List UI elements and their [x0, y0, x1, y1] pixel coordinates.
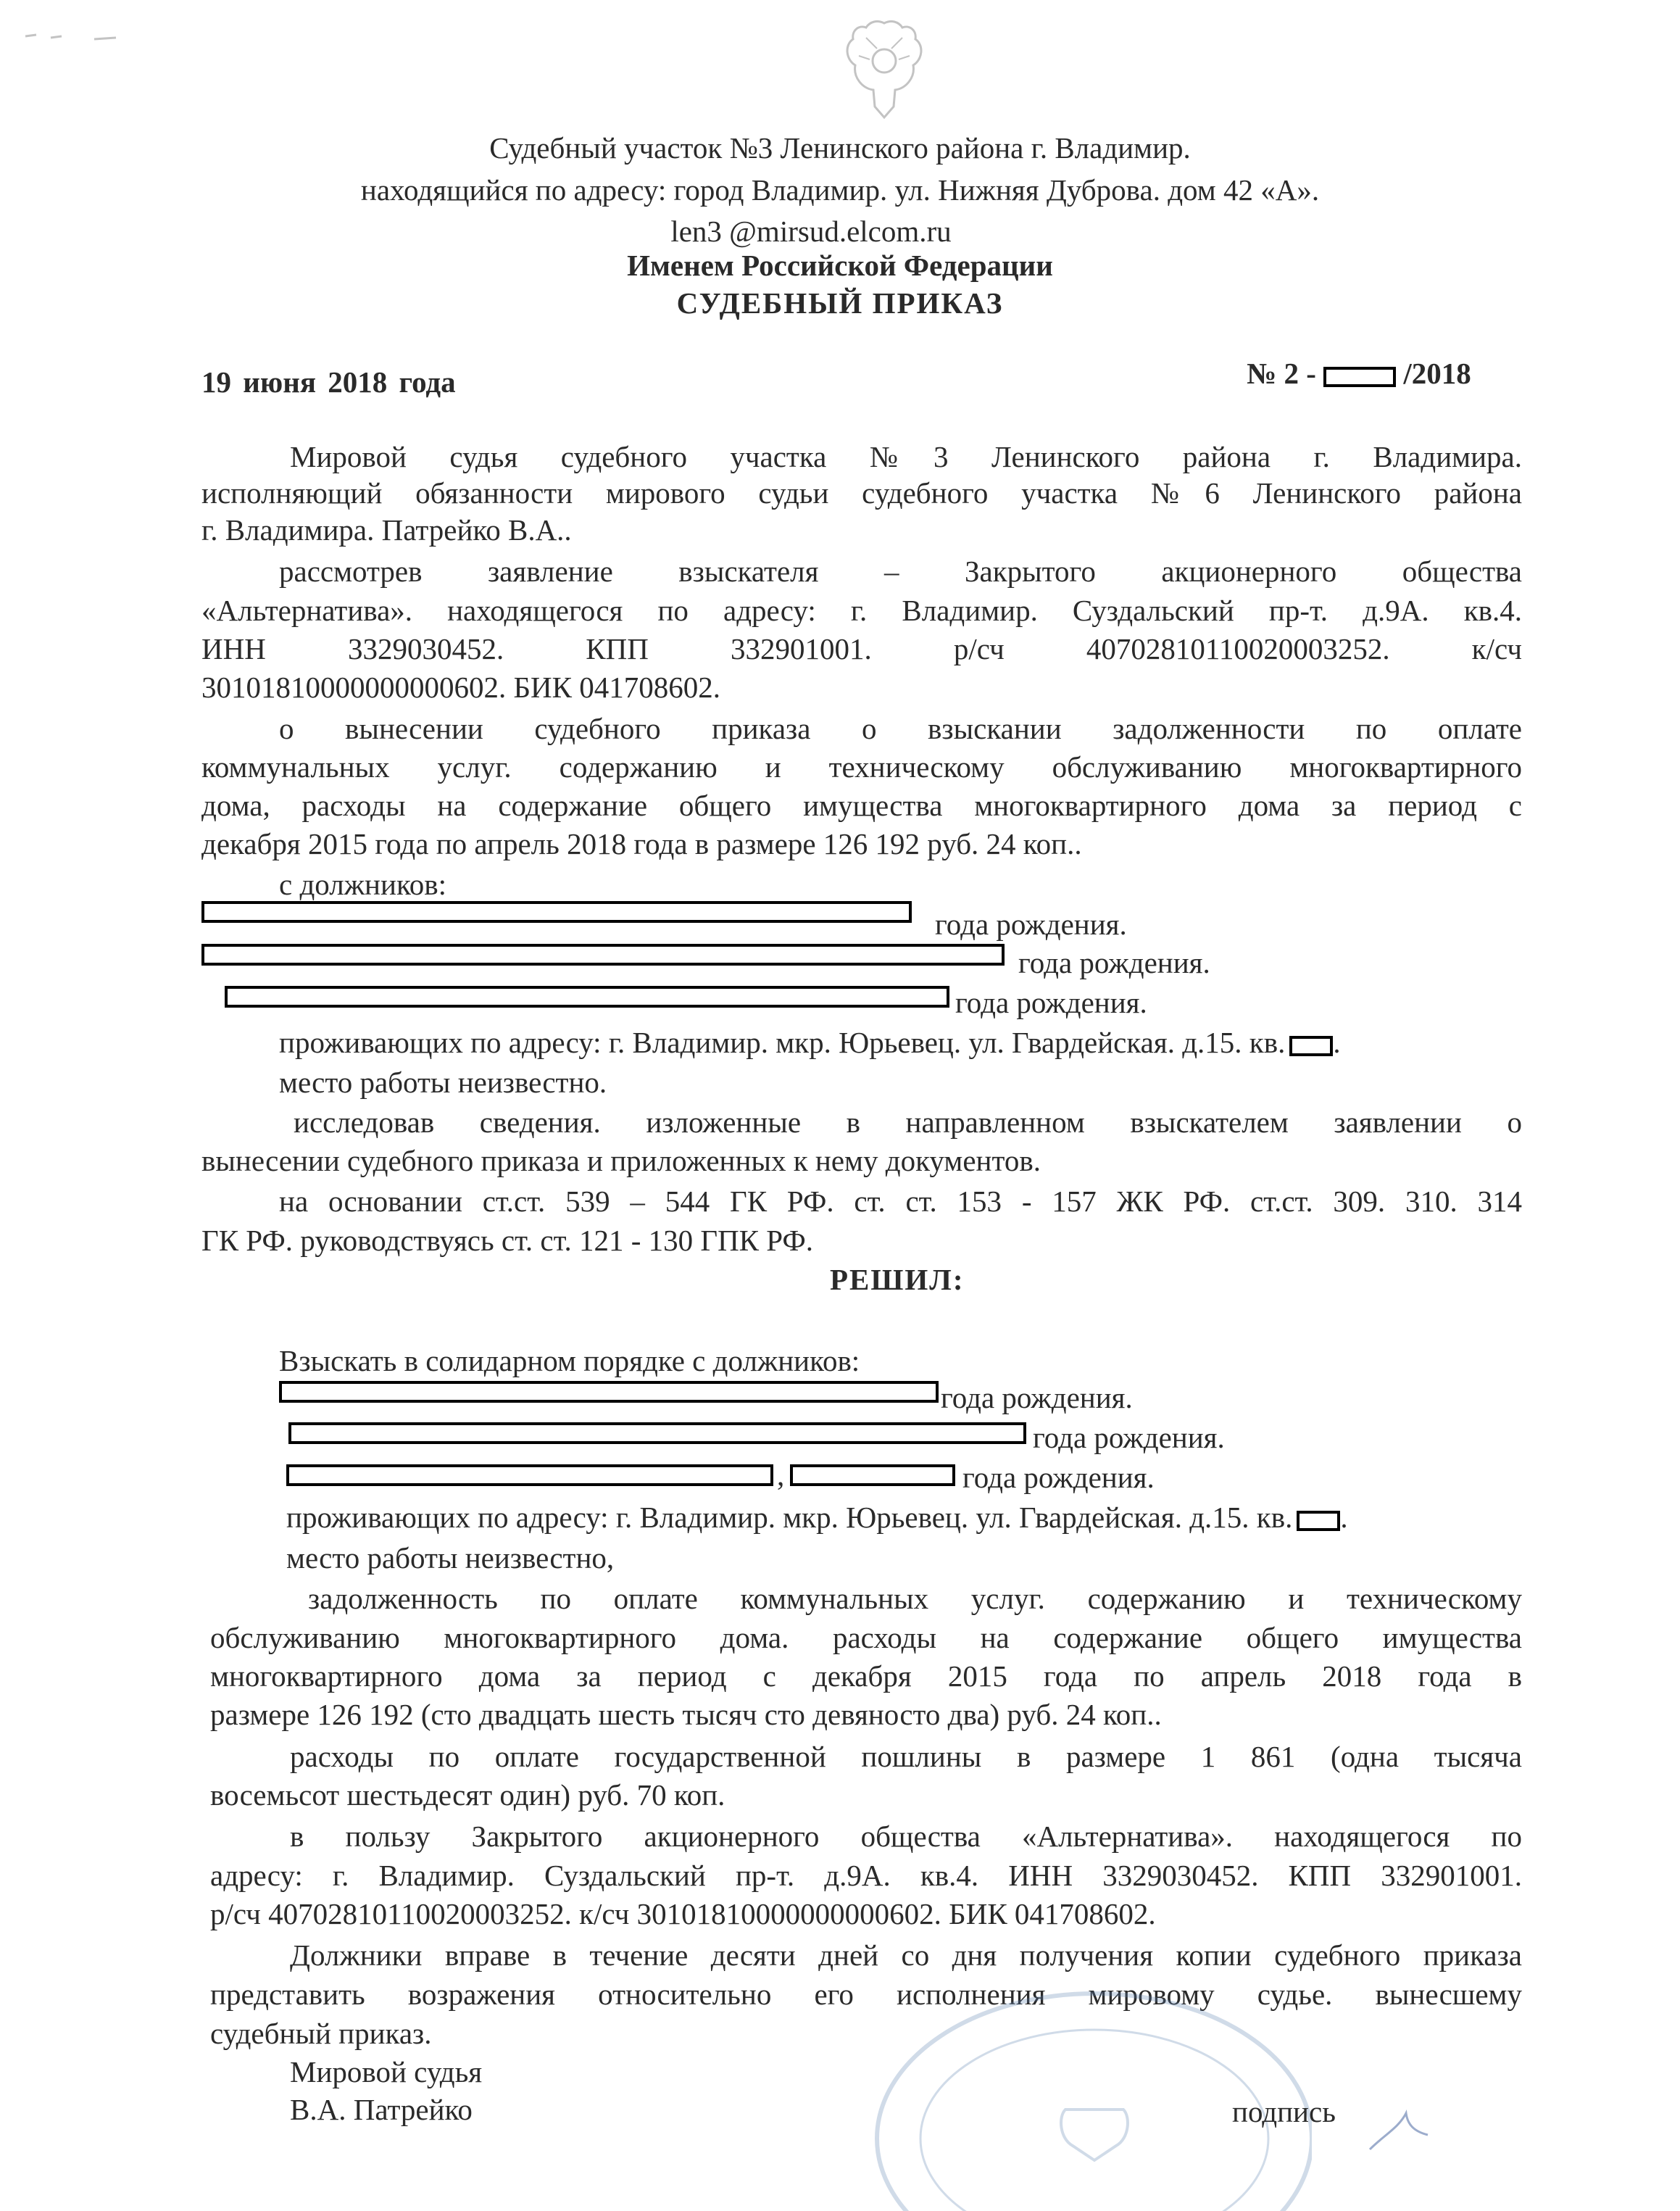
debtors-address-1	[279, 1024, 1341, 1061]
favor-line-1: в пользу Закрытого акционерного общества «Альтернатива». находящегося по	[290, 1820, 1522, 1853]
examined-line-2: вынесении судебного приказа и приложенных к нему документов.	[201, 1144, 1041, 1177]
debtors-address-text-2: проживающих по адресу: г. Владимир. мкр. Юрьевец. ул. Гвардейская. д.15. кв.	[286, 1501, 1293, 1534]
court-name: Судебный участок №3 Ленинского района г. Владимир.	[489, 131, 1191, 165]
birth-label-b3: года рождения.	[962, 1461, 1155, 1494]
court-address: находящийся по адресу: город Владимир. ул. Нижняя Дуброва. дом 42 «А».	[360, 173, 1320, 207]
favor-line-3: р/сч 40702810110020003252. к/сч 30101810000000000602. БИК 041708602.	[210, 1897, 1156, 1930]
claimant-line-1: рассмотрев заявление взыскателя – Закрытого акционерного общества	[279, 555, 1522, 588]
debtors-address-text: проживающих по адресу: г. Владимир. мкр. Юрьевец. ул. Гвардейская. д.15. кв.	[279, 1026, 1286, 1059]
signature-role: Мировой судья	[290, 2055, 483, 2088]
address-end: .	[1333, 1026, 1341, 1059]
number-prefix: № 2 -	[1247, 357, 1316, 390]
debt-line-1: задолженность по оплате коммунальных услуг. содержанию и техническому	[308, 1582, 1522, 1615]
redacted-debtor-b3b	[790, 1464, 955, 1486]
favor-line-2: адресу: г. Владимир. Суздальский пр-т. д.9А. кв.4. ИНН 3329030452. КПП 332901001.	[210, 1859, 1522, 1892]
judge-line-3: г. Владимира. Патрейко В.А..	[201, 513, 572, 547]
work-unknown-1: место работы неизвестно.	[279, 1066, 607, 1099]
signature-label: подпись	[1232, 2095, 1336, 2128]
address-end-2: .	[1340, 1501, 1348, 1534]
redacted-debtor-2	[201, 944, 1005, 966]
duty-line-2: восемьсот шестьдесят один) руб. 70 коп.	[210, 1778, 725, 1812]
birth-label-b2: года рождения.	[1033, 1421, 1225, 1454]
official-stamp	[790, 1972, 1312, 2211]
debtors-address-2	[286, 1499, 1348, 1535]
scan-artifact	[22, 29, 138, 43]
examined-line-1: исследовав сведения. изложенные в направленном взыскателем заявлении о	[294, 1106, 1522, 1139]
in-the-name-line: Именем Российской Федерации	[627, 249, 1053, 282]
judge-line-1: Мировой судья судебного участка №3 Ленинского района г. Владимира.	[290, 440, 1522, 473]
debt-line-2: обслуживанию многоквартирного дома. расходы на содержание общего имущества	[210, 1621, 1522, 1654]
claimant-line-3: ИНН 3329030452. КПП 332901001. р/сч 40702810110020003252. к/сч	[201, 632, 1522, 665]
legal-basis-line-1: на основании ст.ст. 539 – 544 ГК РФ. ст. ст. 153 - 157 ЖК РФ. ст.ст. 309. 310. 314	[279, 1185, 1522, 1218]
claimant-line-2: «Альтернатива». находящегося по адресу: г. Владимир. Суздальский пр-т. д.9А. кв.4.	[201, 594, 1522, 627]
redacted-debtor-b1	[279, 1381, 939, 1403]
handwritten-signature	[1363, 2106, 1435, 2157]
rights-line-2: представить возражения относительно его исполнения мировому судье. вынесшему	[210, 1978, 1522, 2011]
subject-line-4: декабря 2015 года по апрель 2018 года в размере 126 192 руб. 24 коп..	[201, 827, 1082, 860]
coat-of-arms-emblem	[837, 16, 931, 125]
birth-label-2: года рождения.	[1018, 946, 1210, 979]
redacted-debtor-b3a	[286, 1464, 773, 1486]
redacted-apartment-2	[1297, 1511, 1340, 1531]
document-title: СУДЕБНЫЙ ПРИКАЗ	[676, 286, 1004, 320]
redacted-number	[1323, 367, 1396, 387]
birth-label-1: года рождения.	[935, 908, 1127, 941]
legal-basis-line-2: ГК РФ. руководствуясь ст. ст. 121 - 130 ГПК РФ.	[201, 1224, 814, 1257]
signature-name: В.А. Патрейко	[290, 2093, 473, 2126]
subject-line-2: коммунальных услуг. содержанию и техническому обслуживанию многоквартирного	[201, 750, 1522, 784]
subject-line-3: дома, расходы на содержание общего имущества многоквартирного дома за период с	[201, 789, 1522, 822]
judge-line-2: исполняющий обязанности мирового судьи судебного участка №6 Ленинского района	[201, 476, 1522, 510]
collect-intro: Взыскать в солидарном порядке с должников:	[279, 1344, 860, 1377]
birth-label-3: года рождения.	[955, 986, 1147, 1019]
redacted-debtor-1	[201, 901, 912, 923]
comma-separator: ,	[777, 1459, 785, 1492]
redacted-debtor-b2	[288, 1422, 1026, 1444]
duty-line-1: расходы по оплате государственной пошлины в размере 1 861 (одна тысяча	[290, 1740, 1522, 1773]
resolved-heading: РЕШИЛ:	[830, 1263, 965, 1296]
debt-line-4: размере 126 192 (сто двадцать шесть тысяч сто девяносто два) руб. 24 коп..	[210, 1698, 1162, 1731]
number-suffix: /2018	[1403, 357, 1471, 390]
rights-line-1: Должники вправе в течение десяти дней со дня получения копии судебного приказа	[290, 1938, 1522, 1972]
rights-line-3: судебный приказ.	[210, 2017, 432, 2050]
redacted-debtor-3	[225, 986, 949, 1008]
subject-line-1: о вынесении судебного приказа о взыскании задолженности по оплате	[279, 712, 1522, 745]
document-number	[1247, 355, 1471, 391]
claimant-line-4: 30101810000000000602. БИК 041708602.	[201, 671, 720, 704]
work-unknown-2: место работы неизвестно,	[286, 1541, 615, 1575]
birth-label-b1: года рождения.	[941, 1381, 1133, 1414]
court-email: len3 @mirsud.elcom.ru	[670, 215, 952, 248]
document-date: 19 июня 2018 года	[201, 365, 456, 399]
debtors-intro: с должников:	[279, 868, 447, 901]
redacted-apartment-1	[1289, 1036, 1333, 1056]
debt-line-3: многоквартирного дома за период с декабря 2015 года по апрель 2018 года в	[210, 1659, 1522, 1693]
